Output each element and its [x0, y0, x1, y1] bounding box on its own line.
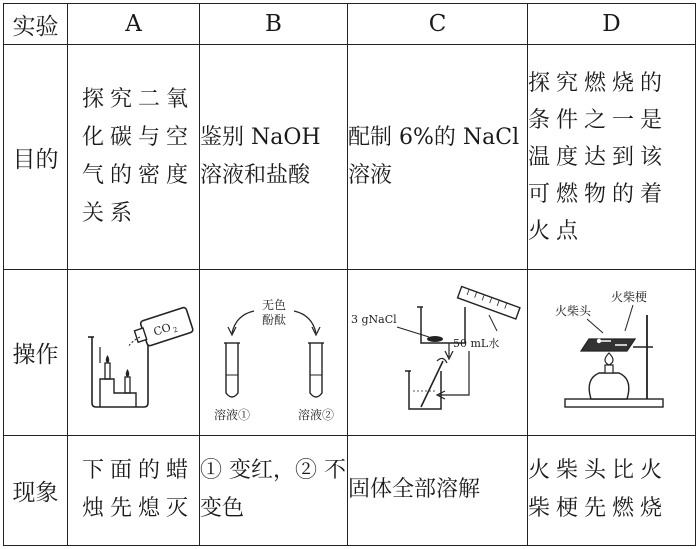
purpose-b: 鉴别 NaOH 溶液和盐酸	[200, 45, 348, 270]
solution-prep-diagram	[349, 275, 527, 425]
co2-subscript: 2	[171, 325, 179, 335]
phenomenon-a: 下面的蜡烛先熄灭	[68, 435, 200, 545]
co2-label: CO	[151, 321, 172, 339]
header-corner: 实验	[4, 4, 68, 45]
header-col-c: C	[348, 4, 528, 45]
purpose-label: 目的	[4, 45, 68, 270]
phenomenon-b: ① 变红，② 不变色	[200, 435, 348, 545]
operation-label: 操作	[4, 269, 68, 435]
tube2-label: 溶液②	[297, 408, 334, 423]
match-heating-diagram	[529, 275, 695, 425]
solid-label: 3 gNaCl	[350, 313, 397, 327]
header-col-b: B	[200, 4, 348, 45]
experiment-table	[3, 3, 696, 546]
water-label: 50 mL水	[452, 337, 499, 351]
indicator-line2: 酚酞	[261, 313, 286, 328]
phenomenon-d: 火柴头比火柴梗先燃烧	[528, 435, 696, 545]
header-col-d: D	[528, 4, 696, 45]
header-row	[4, 4, 696, 45]
phenomenon-label: 现象	[4, 435, 68, 545]
tube1-label: 溶液①	[213, 408, 250, 423]
operation-b	[200, 269, 348, 435]
match-stick-label: 火柴梗	[610, 290, 647, 305]
header-col-a: A	[68, 4, 200, 45]
purpose-d: 探究燃烧的条件之一是温度达到该可燃物的着火点	[528, 45, 696, 270]
phenomenon-row	[4, 435, 696, 545]
match-head-label: 火柴头	[554, 304, 591, 319]
indicator-line1: 无色	[261, 298, 286, 313]
purpose-a: 探究二氧化碳与空气的密度关系	[68, 45, 200, 270]
operation-a	[68, 269, 200, 435]
co2-pouring-diagram	[70, 275, 198, 425]
operation-d	[528, 269, 696, 435]
purpose-row	[4, 45, 696, 270]
operation-c	[348, 269, 528, 435]
operation-row	[4, 269, 696, 435]
phenomenon-c: 固体全部溶解	[348, 435, 528, 545]
test-tube-diagram	[204, 275, 344, 425]
purpose-c: 配制 6%的 NaCl 溶液	[348, 45, 528, 270]
